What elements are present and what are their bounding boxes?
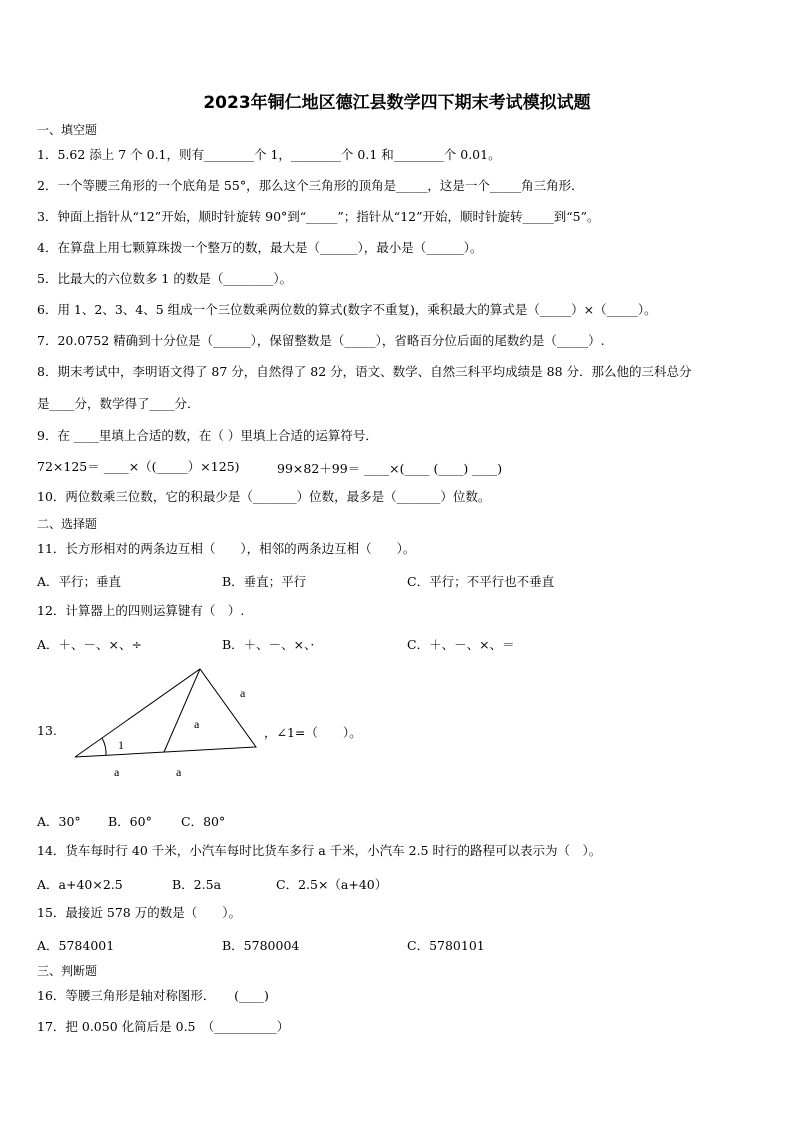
question-3: 3．钟面上指针从“12”开始，顺时针旋转 90°到“_____”；指针从“12”开始，顺时针旋转_____到“5”。 bbox=[37, 209, 600, 224]
question-13-option-b: B．60° bbox=[108, 814, 152, 829]
question-13-number: 13. bbox=[37, 723, 57, 738]
triangle-outline bbox=[75, 669, 256, 757]
figure-label-side: a bbox=[240, 686, 246, 700]
section-heading-judge: 三、判断题 bbox=[37, 964, 98, 978]
question-8-line2: 是____分，数学得了____分． bbox=[37, 396, 200, 411]
question-12-option-a: A．＋、－、×、÷ bbox=[37, 637, 142, 652]
angle-arc bbox=[102, 738, 106, 755]
triangle-figure bbox=[60, 662, 275, 782]
question-4: 4．在算盘上用七颗算珠拨一个整万的数，最大是（______），最小是（______）。 bbox=[37, 240, 483, 255]
question-1: 1．5.62 添上 7 个 0.1，则有________个 1，________个 0.1 和________个 0.01。 bbox=[37, 147, 501, 162]
question-10: 10．两位数乘三位数，它的积最少是（_______）位数，最多是（_______）位数。 bbox=[37, 489, 491, 504]
question-2: 2．一个等腰三角形的一个底角是 55°，那么这个三角形的顶角是_____，这是一个_____角三角形． bbox=[37, 178, 584, 193]
question-12-option-b: B．＋、－、×、· bbox=[222, 637, 315, 652]
question-13-prompt: ，∠1=（ ）。 bbox=[264, 725, 362, 740]
question-11-option-c: C．平行；不平行也不垂直 bbox=[407, 574, 555, 589]
section-heading-fill: 一、填空题 bbox=[37, 123, 98, 137]
question-14-option-c: C．2.5×（a+40） bbox=[276, 877, 388, 892]
figure-label-base-2: a bbox=[176, 765, 182, 779]
question-12: 12．计算器上的四则运算键有（ ）. bbox=[37, 603, 245, 618]
question-11-option-a: A．平行；垂直 bbox=[37, 574, 122, 589]
question-15-option-c: C．5780101 bbox=[407, 938, 485, 953]
question-15-option-b: B．5780004 bbox=[222, 938, 300, 953]
page-title: 2023年铜仁地区德江县数学四下期末考试模拟试题 bbox=[203, 93, 591, 113]
question-11: 11．长方形相对的两条边互相（ ），相邻的两条边互相（ ）。 bbox=[37, 541, 416, 556]
question-15-option-a: A．5784001 bbox=[37, 938, 115, 953]
question-8-line1: 8．期末考试中，李明语文得了 87 分，自然得了 82 分，语文、数学、自然三科平均成绩是 88 分．那么他的三科总分 bbox=[37, 364, 692, 379]
figure-label-base-1: a bbox=[114, 765, 120, 779]
question-5: 5．比最大的六位数多 1 的数是（________）。 bbox=[37, 271, 293, 286]
question-13-option-a: A．30° bbox=[37, 814, 81, 829]
figure-label-angle: 1 bbox=[118, 738, 124, 752]
question-12-option-c: C．＋、－、×、＝ bbox=[407, 637, 515, 652]
question-16: 16．等腰三角形是轴对称图形． (____) bbox=[37, 988, 269, 1003]
question-14-option-a: A．a+40×2.5 bbox=[37, 877, 123, 892]
question-11-option-b: B．垂直；平行 bbox=[222, 574, 307, 589]
question-14: 14．货车每时行 40 千米，小汽车每时比货车多行 a 千米，小汽车 2.5 时行的路程可以表示为（ ）。 bbox=[37, 843, 602, 858]
question-7: 7．20.0752 精确到十分位是（______），保留整数是（_____），省略百分位后面的尾数约是（_____）. bbox=[37, 333, 605, 348]
question-9-expr-1: 72×125＝ ____×（(_____）×125) bbox=[37, 459, 240, 474]
question-6: 6．用 1、2、3、4、5 组成一个三位数乘两位数的算式(数字不重复)，乘积最大的算式是（_____）×（_____）。 bbox=[37, 302, 657, 317]
question-14-option-b: B．2.5a bbox=[172, 877, 222, 892]
question-9: 9．在 ____里填上合适的数，在（ ）里填上合适的运算符号． bbox=[37, 428, 378, 443]
question-15: 15．最接近 578 万的数是（ ）。 bbox=[37, 905, 241, 920]
question-9-expr-2: 99×82＋99＝ ____×(____ (____) ____) bbox=[277, 461, 503, 476]
figure-label-inner: a bbox=[194, 717, 200, 731]
question-17: 17．把 0.050 化简后是 0.5 （__________） bbox=[37, 1019, 290, 1034]
question-13-option-c: C．80° bbox=[181, 814, 226, 829]
section-heading-choice: 二、选择题 bbox=[37, 517, 98, 531]
